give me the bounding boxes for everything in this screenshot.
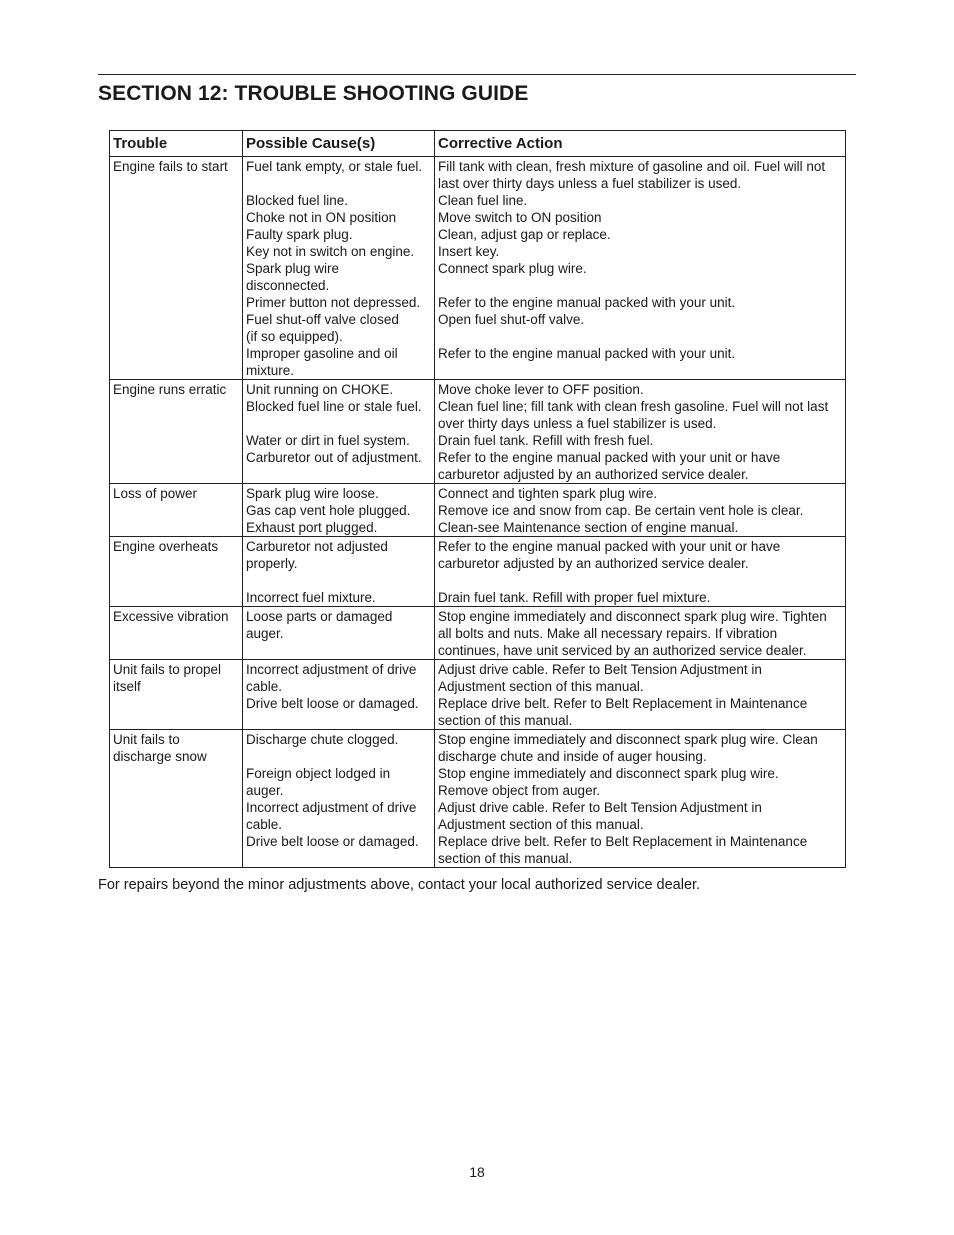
cell-line: Refer to the engine manual packed with your unit or have	[438, 539, 781, 554]
cell-line: Move switch to ON position	[438, 210, 602, 225]
cell-line: Loose parts or damaged	[246, 609, 393, 624]
cell-line: Adjustment section of this manual.	[438, 817, 644, 832]
cell-line: Adjust drive cable. Refer to Belt Tension Adjustment in	[438, 800, 762, 815]
header-rule	[98, 74, 856, 75]
causes-cell	[243, 730, 435, 868]
causes-cell	[243, 537, 435, 607]
cell-line: Refer to the engine manual packed with your unit or have	[438, 450, 781, 465]
cell-line: Insert key.	[438, 244, 500, 259]
cell-line: Unit running on CHOKE.	[246, 382, 394, 397]
causes-cell	[243, 660, 435, 730]
cell-line: Blocked fuel line or stale fuel.	[246, 399, 422, 414]
cell-line	[246, 748, 432, 765]
cell-line	[246, 466, 432, 483]
cell-line: Carburetor not adjusted	[246, 539, 388, 554]
cell-line: Open fuel shut-off valve.	[438, 312, 585, 327]
cell-line: Adjust drive cable. Refer to Belt Tension Adjustment in	[438, 662, 762, 677]
causes-cell	[243, 607, 435, 660]
cell-line: Unit fails to propel	[113, 662, 222, 677]
actions-cell	[435, 660, 846, 730]
cell-line: Spark plug wire	[246, 261, 340, 276]
trouble-shooting-table	[109, 130, 846, 868]
cell-line: Replace drive belt. Refer to Belt Replacement in Maintenance	[438, 834, 808, 849]
actions-cell	[435, 730, 846, 868]
cell-line: Connect and tighten spark plug wire.	[438, 486, 658, 501]
cell-line: Loss of power	[113, 486, 198, 501]
cell-line: Water or dirt in fuel system.	[246, 433, 410, 448]
cell-line	[246, 850, 432, 867]
footer-note: For repairs beyond the minor adjustments above, contact your local authorized service dealer.	[98, 877, 701, 893]
table-row	[110, 537, 846, 607]
column-header-causes: Possible Cause(s)	[243, 131, 435, 157]
cell-line: Discharge chute clogged.	[246, 732, 399, 747]
cell-line: Carburetor out of adjustment.	[246, 450, 422, 465]
cell-line	[438, 277, 843, 294]
cell-line: Foreign object lodged in	[246, 766, 391, 781]
cell-line: Faulty spark plug.	[246, 227, 353, 242]
causes-cell	[243, 484, 435, 537]
cell-line: Stop engine immediately and disconnect spark plug wire.	[438, 766, 779, 781]
table-row	[110, 484, 846, 537]
table-row	[110, 730, 846, 868]
table-row	[110, 380, 846, 484]
cell-line	[246, 415, 432, 432]
actions-cell	[435, 157, 846, 380]
cell-line: Remove object from auger.	[438, 783, 601, 798]
trouble-cell	[110, 157, 243, 380]
cell-line: Choke not in ON position	[246, 210, 397, 225]
cell-line: (if so equipped).	[246, 329, 343, 344]
cell-line: cable.	[246, 817, 283, 832]
page-number: 18	[469, 1164, 485, 1180]
section-title: SECTION 12: TROUBLE SHOOTING GUIDE	[98, 82, 529, 105]
cell-line: all bolts and nuts. Make all necessary repairs. If vibration	[438, 626, 778, 641]
cell-line: Clean, adjust gap or replace.	[438, 227, 611, 242]
cell-line: properly.	[246, 556, 298, 571]
cell-line: Spark plug wire loose.	[246, 486, 379, 501]
cell-line: Remove ice and snow from cap. Be certain vent hole is clear.	[438, 503, 804, 518]
cell-line: Engine fails to start	[113, 159, 228, 174]
cell-line	[246, 572, 432, 589]
cell-line: Connect spark plug wire.	[438, 261, 587, 276]
causes-cell	[243, 157, 435, 380]
cell-line: Clean fuel line; fill tank with clean fresh gasoline. Fuel will not last	[438, 399, 829, 414]
cell-line: auger.	[246, 783, 284, 798]
cell-line: Engine runs erratic	[113, 382, 227, 397]
cell-line: Adjustment section of this manual.	[438, 679, 644, 694]
cell-line	[246, 712, 432, 729]
cell-line: Stop engine immediately and disconnect spark plug wire. Tighten	[438, 609, 827, 624]
trouble-cell	[110, 484, 243, 537]
actions-cell	[435, 380, 846, 484]
cell-line: Engine overheats	[113, 539, 219, 554]
cell-line: discharge chute and inside of auger housing.	[438, 749, 707, 764]
cell-line: Improper gasoline and oil	[246, 346, 398, 361]
actions-cell	[435, 484, 846, 537]
trouble-cell	[110, 730, 243, 868]
column-header-action: Corrective Action	[435, 131, 846, 157]
cell-line: section of this manual.	[438, 851, 573, 866]
cell-line: Stop engine immediately and disconnect spark plug wire. Clean	[438, 732, 818, 747]
cell-line: Key not in switch on engine.	[246, 244, 415, 259]
cell-line	[438, 362, 843, 379]
cell-line: Incorrect adjustment of drive	[246, 800, 417, 815]
actions-cell	[435, 607, 846, 660]
cell-line	[438, 328, 843, 345]
cell-line: Drain fuel tank. Refill with fresh fuel.	[438, 433, 654, 448]
table-body	[110, 157, 846, 868]
cell-line: Gas cap vent hole plugged.	[246, 503, 411, 518]
cell-line: Refer to the engine manual packed with your unit.	[438, 295, 736, 310]
table-header-row	[110, 131, 846, 157]
cell-line: Exhaust port plugged.	[246, 520, 378, 535]
cell-line: cable.	[246, 679, 283, 694]
cell-line: over thirty days unless a fuel stabilizer is used.	[438, 416, 717, 431]
cell-line: discharge snow	[113, 749, 207, 764]
cell-line: Incorrect adjustment of drive	[246, 662, 417, 677]
trouble-cell	[110, 660, 243, 730]
cell-line: Primer button not depressed.	[246, 295, 421, 310]
cell-line: Replace drive belt. Refer to Belt Replacement in Maintenance	[438, 696, 808, 711]
cell-line: Clean fuel line.	[438, 193, 528, 208]
cell-line: Unit fails to	[113, 732, 180, 747]
cell-line: Drive belt loose or damaged.	[246, 696, 419, 711]
cell-line	[246, 175, 432, 192]
cell-line: Refer to the engine manual packed with your unit.	[438, 346, 736, 361]
cell-line: Drain fuel tank. Refill with proper fuel mixture.	[438, 590, 711, 605]
cell-line: Blocked fuel line.	[246, 193, 349, 208]
cell-line: Incorrect fuel mixture.	[246, 590, 376, 605]
cell-line: auger.	[246, 626, 284, 641]
table-row	[110, 660, 846, 730]
table-row	[110, 607, 846, 660]
cell-line: last over thirty days unless a fuel stabilizer is used.	[438, 176, 742, 191]
cell-line: Clean-see Maintenance section of engine manual.	[438, 520, 739, 535]
cell-line: Drive belt loose or damaged.	[246, 834, 419, 849]
column-header-trouble: Trouble	[110, 131, 243, 157]
cell-line: Fill tank with clean, fresh mixture of gasoline and oil. Fuel will not	[438, 159, 826, 174]
table-row	[110, 157, 846, 380]
trouble-cell	[110, 537, 243, 607]
trouble-cell	[110, 380, 243, 484]
cell-line: carburetor adjusted by an authorized service dealer.	[438, 556, 749, 571]
cell-line: section of this manual.	[438, 713, 573, 728]
cell-line: Excessive vibration	[113, 609, 229, 624]
actions-cell	[435, 537, 846, 607]
cell-line: mixture.	[246, 363, 295, 378]
cell-line: disconnected.	[246, 278, 330, 293]
causes-cell	[243, 380, 435, 484]
cell-line: carburetor adjusted by an authorized service dealer.	[438, 467, 749, 482]
cell-line: Fuel tank empty, or stale fuel.	[246, 159, 423, 174]
trouble-cell	[110, 607, 243, 660]
cell-line: Move choke lever to OFF position.	[438, 382, 644, 397]
cell-line	[246, 642, 432, 659]
cell-line: itself	[113, 679, 141, 694]
cell-line: Fuel shut-off valve closed	[246, 312, 399, 327]
cell-line: continues, have unit serviced by an authorized service dealer.	[438, 643, 807, 658]
cell-line	[438, 572, 843, 589]
